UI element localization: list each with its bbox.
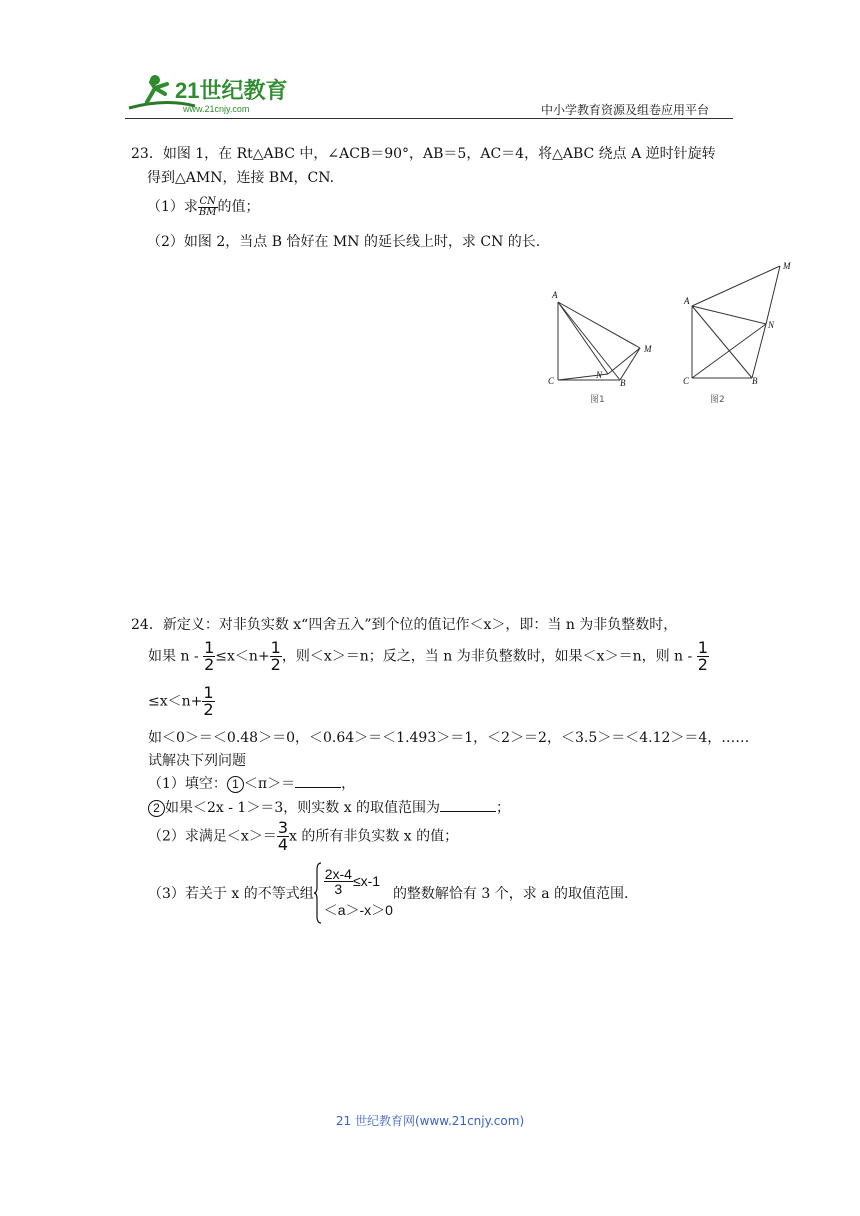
fig1-label-m: M bbox=[644, 344, 652, 354]
q24-part2-suffix: x 的所有非负实数 x 的值； bbox=[289, 828, 459, 845]
fraction-denominator: 2 bbox=[204, 655, 215, 674]
figure-1 bbox=[558, 302, 640, 380]
q24-part1-comma: ， bbox=[341, 776, 356, 792]
figure-2 bbox=[692, 266, 780, 378]
q24-part1-label: （1）填空： bbox=[148, 776, 227, 792]
q24-part1-line2 bbox=[148, 797, 510, 817]
fig1-label-n: N bbox=[596, 370, 603, 380]
site-logo bbox=[125, 68, 295, 116]
q24-line2 bbox=[148, 640, 709, 673]
fig2-label-m: M bbox=[783, 261, 791, 271]
q24-part1-pi: ＜π＞＝ bbox=[243, 776, 296, 792]
fraction-numerator: 2x-4 bbox=[324, 865, 352, 882]
footer-link[interactable]: 21 世纪教育网(www.21cnjy.com) bbox=[335, 1114, 525, 1128]
q23-line1: 23．如图 1，在 Rt△ABC 中，∠ACB＝90°，AB＝5，AC＝4，将△ABC 绕点 A 逆时针旋转 bbox=[131, 146, 716, 162]
fig1-label-a: A bbox=[552, 290, 558, 300]
system-line2: ＜a＞-x＞0 bbox=[323, 901, 393, 918]
q24-part3-prefix: （3）若关于 x 的不等式组 bbox=[148, 886, 314, 902]
fraction-numerator: 3 bbox=[277, 818, 288, 837]
answer-blank-1[interactable] bbox=[295, 787, 341, 788]
q24-line3-text: ≤x＜n+ bbox=[148, 693, 203, 710]
fig2-label-b: B bbox=[752, 376, 758, 386]
left-brace-icon bbox=[314, 862, 322, 924]
fig2-label-a: A bbox=[684, 296, 690, 306]
fraction-denominator: BM bbox=[198, 206, 217, 218]
answer-blank-2[interactable] bbox=[440, 811, 496, 812]
q24-line2-part-c: ，则＜x＞＝n；反之，当 n 为非负整数时，如果＜x＞＝n，则 n - bbox=[281, 648, 697, 665]
fraction-denominator: 4 bbox=[277, 835, 288, 854]
fig1-label-b: B bbox=[620, 378, 626, 388]
geometry-figures bbox=[540, 260, 800, 410]
fig2-label-n: N bbox=[768, 320, 775, 330]
fraction-numerator: 1 bbox=[203, 683, 214, 702]
fraction-numerator: CN bbox=[199, 195, 216, 207]
circled-number-1: 1 bbox=[227, 776, 244, 793]
fraction-numerator: 1 bbox=[204, 638, 215, 657]
q24-part1-semicolon: ； bbox=[496, 800, 511, 816]
fraction-numerator: 1 bbox=[697, 638, 708, 657]
q23-line2: 得到△AMN，连接 BM，CN. bbox=[147, 170, 335, 186]
system-fraction bbox=[324, 867, 353, 896]
fig1-label-c: C bbox=[548, 376, 555, 386]
system-line1-rhs: ≤x-1 bbox=[352, 873, 381, 889]
fraction-denominator: 2 bbox=[203, 700, 214, 719]
inequality-system bbox=[314, 862, 393, 924]
three-quarters-fraction bbox=[277, 820, 289, 853]
logo-text: 21世纪教育 bbox=[175, 78, 288, 103]
cn-over-bm-fraction bbox=[198, 197, 218, 218]
q24-part1-line1 bbox=[148, 773, 355, 793]
header-divider bbox=[125, 118, 733, 119]
q23-part1-prefix: （1）求 bbox=[147, 199, 198, 215]
half-fraction bbox=[270, 640, 282, 673]
q24-part2-prefix: （2）求满足＜x＞＝ bbox=[148, 828, 277, 845]
fraction-denominator: 2 bbox=[270, 655, 281, 674]
fig1-caption: 图1 bbox=[590, 395, 605, 405]
q24-line3 bbox=[148, 685, 215, 718]
q23-part2: （2）如图 2，当点 B 恰好在 MN 的延长线上时，求 CN 的长. bbox=[147, 234, 541, 250]
fraction-numerator: 1 bbox=[270, 638, 281, 657]
q24-part3-suffix: 的整数解恰有 3 个，求 a 的取值范围. bbox=[392, 886, 629, 902]
q24-instruction: 试解决下列问题 bbox=[148, 753, 246, 769]
half-fraction bbox=[203, 640, 215, 673]
fraction-denominator: 2 bbox=[697, 655, 708, 674]
q24-part3 bbox=[148, 862, 628, 924]
q23-part1 bbox=[147, 196, 260, 218]
half-fraction bbox=[202, 685, 214, 718]
fig2-caption: 图2 bbox=[710, 395, 725, 405]
circled-number-2: 2 bbox=[148, 800, 165, 817]
q24-line1: 24．新定义：对非负实数 x“四舍五入”到个位的值记作＜x＞，即：当 n 为非负整数时， bbox=[131, 617, 678, 633]
q24-line2-part-a: 如果 n - bbox=[148, 648, 204, 665]
q24-part2 bbox=[148, 820, 458, 853]
half-fraction bbox=[697, 640, 709, 673]
q23-part1-suffix: 的值； bbox=[217, 199, 260, 215]
q24-examples: 如＜0＞＝＜0.48＞＝0，＜0.64＞＝＜1.493＞＝1，＜2＞＝2，＜3.5＞＝＜4.12＞＝4，…… bbox=[148, 730, 750, 746]
fig2-label-c: C bbox=[683, 376, 690, 386]
q24-line2-part-b: ≤x＜n+ bbox=[215, 648, 270, 665]
q24-part1-question: 如果＜2x - 1＞＝3，则实数 x 的取值范围为 bbox=[165, 800, 441, 816]
fraction-denominator: 3 bbox=[334, 880, 343, 897]
header-platform-text: 中小学教育资源及组卷应用平台 bbox=[541, 103, 710, 117]
logo-subtext: www.21cnjy.com bbox=[183, 104, 250, 114]
